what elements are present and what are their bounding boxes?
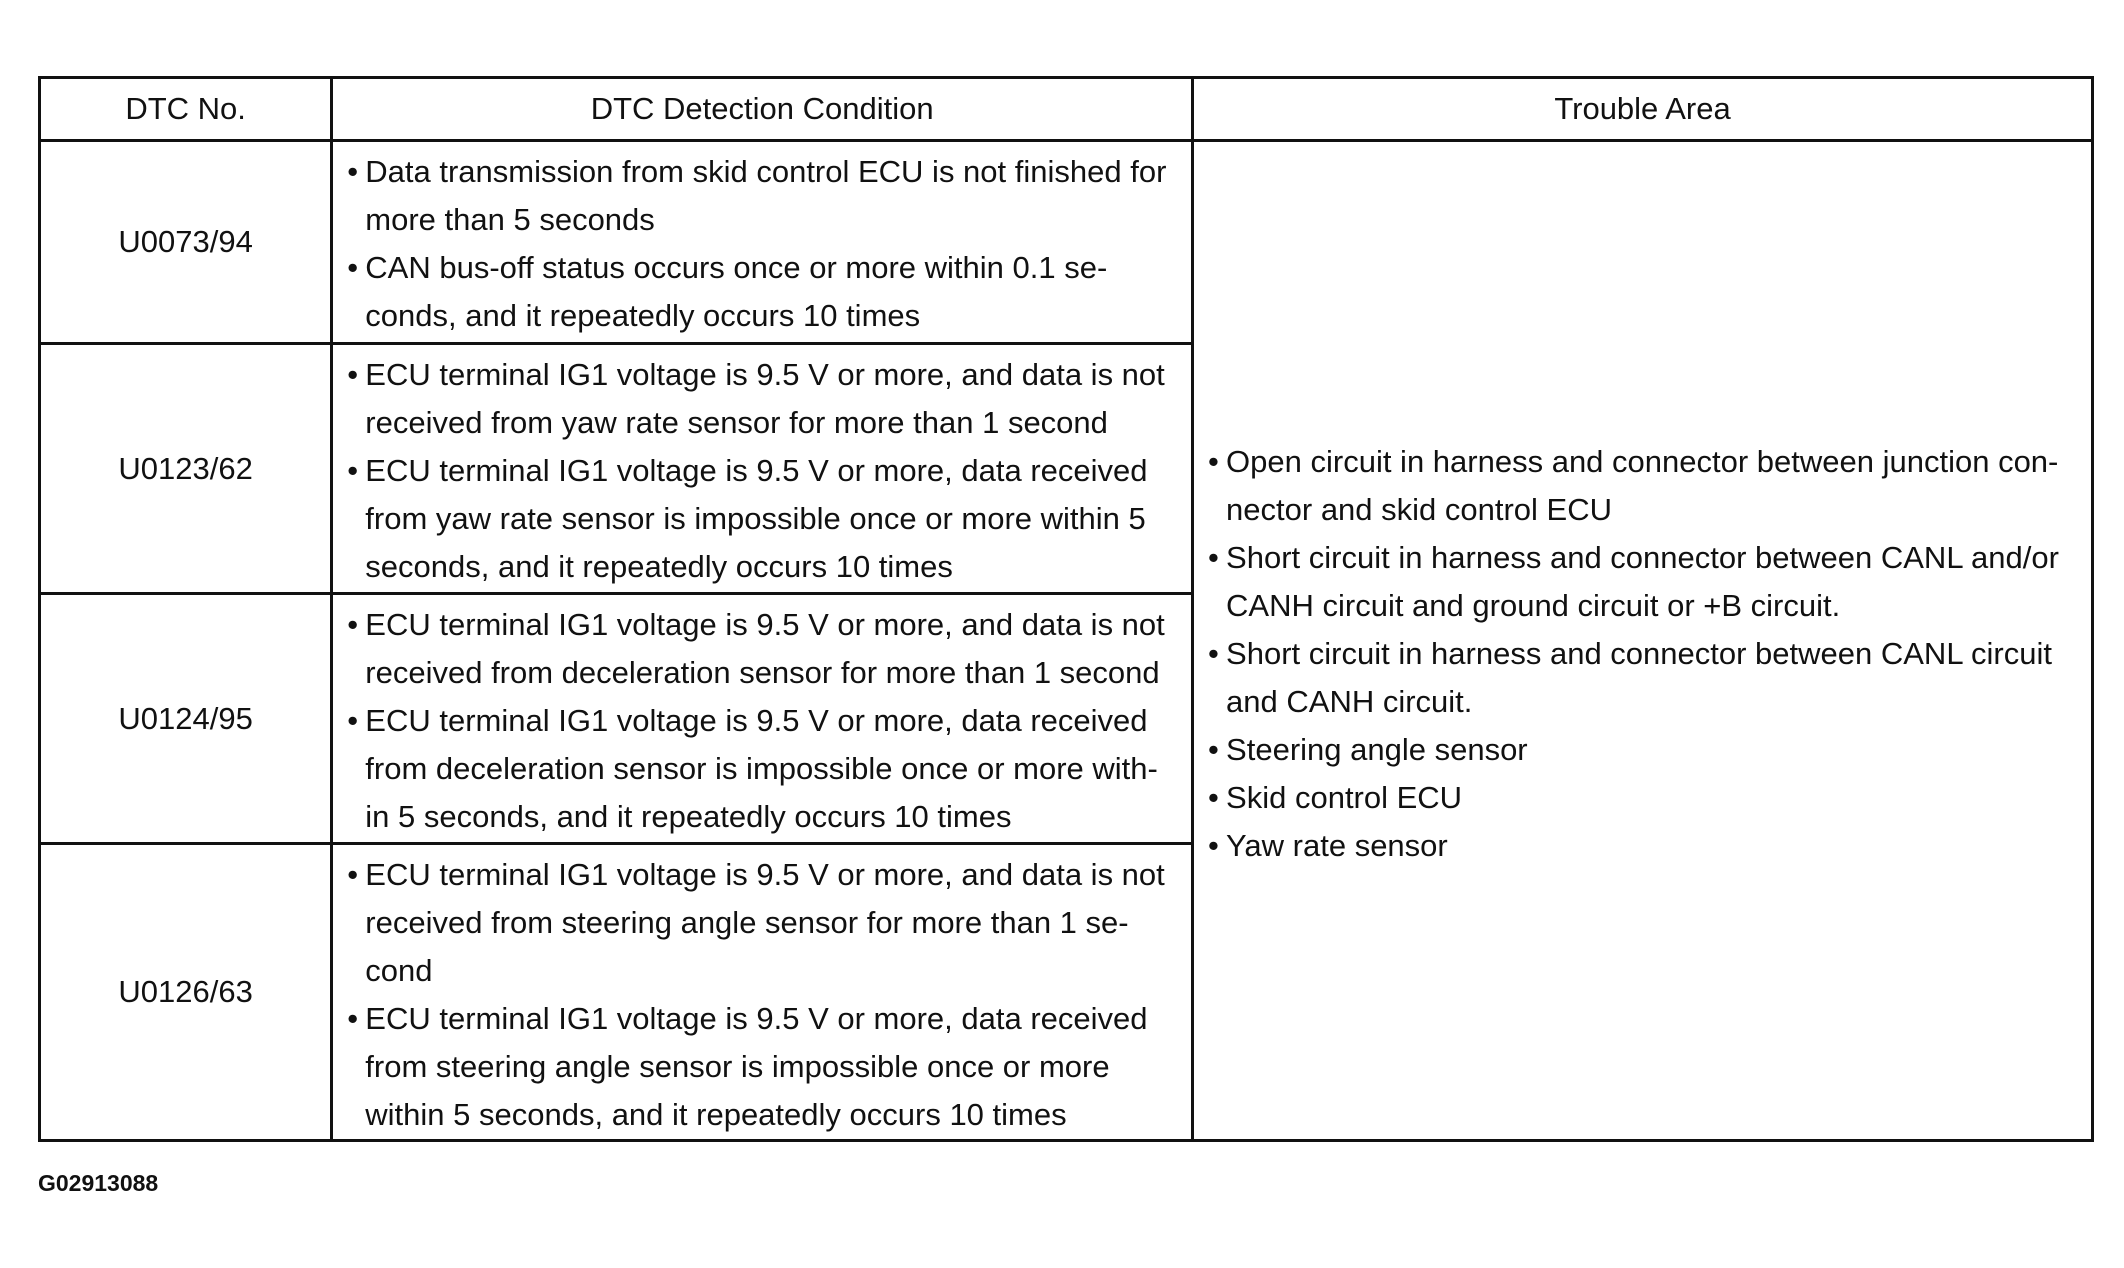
condition-text: ECU terminal IG1 voltage is 9.5 V or more, and data is not received from steering angle sensor for more than 1 se- cond [365,857,1165,988]
dtc-code-cell: U0073/94 [40,141,332,344]
list-item [1208,822,2077,870]
bullet-icon: • [1208,444,1219,479]
detection-condition-cell [332,344,1193,594]
list-item [347,697,1177,841]
detection-condition-cell [332,844,1193,1141]
condition-text: CAN bus-off status occurs once or more within 0.1 se- conds, and it repeatedly occurs 10 times [365,250,1108,333]
condition-text: ECU terminal IG1 voltage is 9.5 V or more, data received from deceleration sensor is impossible once or more with- in 5 seconds, and it repeatedly occurs 10 times [365,703,1158,834]
detection-condition-cell [332,594,1193,844]
bullet-icon: • [1208,780,1219,815]
bullet-icon: • [1208,636,1219,671]
trouble-area-text: Open circuit in harness and connector between junction con- nector and skid control ECU [1226,444,2059,527]
header-dtc-no: DTC No. [40,78,332,141]
dtc-code-cell: U0124/95 [40,594,332,844]
bullet-icon: • [347,154,359,189]
list-item [1208,438,2077,534]
header-trouble-area: Trouble Area [1193,78,2093,141]
trouble-area-text: Skid control ECU [1226,780,1463,815]
trouble-area-text: Short circuit in harness and connector between CANL circuit and CANH circuit. [1226,636,2052,719]
list-item [347,851,1177,995]
bullet-icon: • [347,857,359,892]
bullet-icon: • [347,250,359,285]
list-item [347,244,1177,340]
header-detection-condition: DTC Detection Condition [332,78,1193,141]
trouble-area-text: Short circuit in harness and connector between CANL and/or CANH circuit and ground circuit or +B circuit. [1226,540,2059,623]
list-item [1208,774,2077,822]
condition-text: Data transmission from skid control ECU is not finished for more than 5 seconds [365,154,1167,237]
condition-list [347,351,1177,591]
trouble-area-list [1208,438,2077,870]
dtc-table [38,76,2094,1142]
list-item [347,447,1177,591]
dtc-code-cell: U0126/63 [40,844,332,1141]
condition-text: ECU terminal IG1 voltage is 9.5 V or more, data received from yaw rate sensor is impossible once or more within 5 seconds, and it repeatedly occurs 10 times [365,453,1148,584]
condition-list [347,148,1177,340]
list-item [347,995,1177,1139]
list-item [1208,726,2077,774]
bullet-icon: • [347,1001,359,1036]
bullet-icon: • [347,703,359,738]
list-item [1208,534,2077,630]
condition-list [347,851,1177,1139]
condition-text: ECU terminal IG1 voltage is 9.5 V or more, and data is not received from deceleration sensor for more than 1 second [365,607,1165,690]
bullet-icon: • [347,453,359,488]
bullet-icon: • [347,607,359,642]
detection-condition-cell [332,141,1193,344]
trouble-area-text: Yaw rate sensor [1226,828,1448,863]
list-item [1208,630,2077,726]
bullet-icon: • [1208,540,1219,575]
list-item [347,351,1177,447]
header-row [40,78,2093,141]
bullet-icon: • [347,357,359,392]
list-item [347,601,1177,697]
condition-list [347,601,1177,841]
condition-text: ECU terminal IG1 voltage is 9.5 V or more, and data is not received from yaw rate sensor for more than 1 second [365,357,1165,440]
trouble-area-cell [1193,141,2093,1141]
table-row [40,141,2093,344]
trouble-area-text: Steering angle sensor [1226,732,1528,767]
figure-id: G02913088 [38,1170,159,1196]
list-item [347,148,1177,244]
dtc-code-cell: U0123/62 [40,344,332,594]
condition-text: ECU terminal IG1 voltage is 9.5 V or more, data received from steering angle sensor is impossible once or more within 5 seconds, and it repeatedly occurs 10 times [365,1001,1148,1132]
bullet-icon: • [1208,828,1219,863]
bullet-icon: • [1208,732,1219,767]
